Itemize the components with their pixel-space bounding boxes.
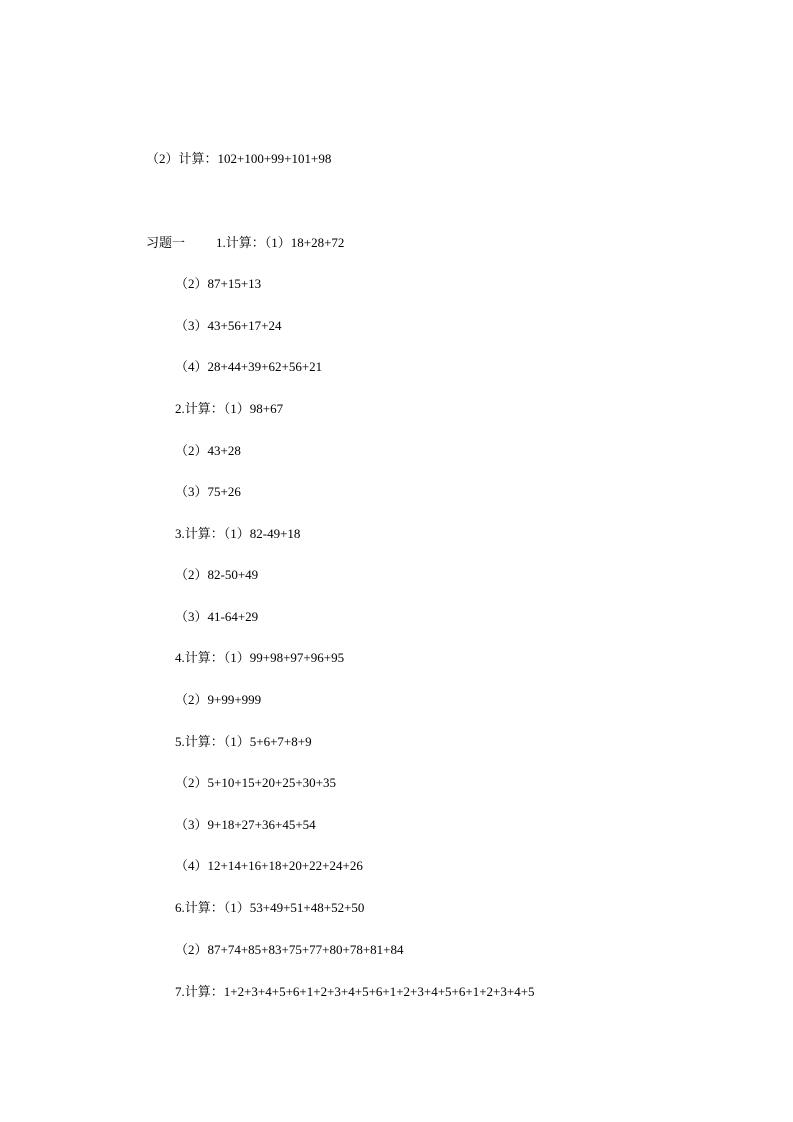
- problem-1-part-4: （4）28+44+39+62+56+21: [175, 359, 323, 374]
- problem-2-part-1: 2.计算：（1）98+67: [175, 401, 284, 416]
- problem-6-part-2: （2）87+74+85+83+75+77+80+78+81+84: [175, 942, 404, 957]
- problem-7: 7.计算：1+2+3+4+5+6+1+2+3+4+5+6+1+2+3+4+5+6+1+2+3+4+5: [175, 984, 535, 999]
- problem-2-part-3: （3）75+26: [175, 484, 241, 499]
- problem-1-part-2: （2）87+15+13: [175, 276, 262, 291]
- problem-1-part-3: （3）43+56+17+24: [175, 318, 282, 333]
- problem-2-part-2: （2）43+28: [175, 443, 241, 458]
- problem-4-part-2: （2）9+99+999: [175, 692, 262, 707]
- problem-4-part-1: 4.计算：（1）99+98+97+96+95: [175, 650, 345, 665]
- problem-6-part-1: 6.计算：（1）53+49+51+48+52+50: [175, 900, 365, 915]
- problem-5-part-4: （4）12+14+16+18+20+22+24+26: [175, 858, 363, 873]
- intro-problem: （2）计算：102+100+99+101+98: [146, 151, 332, 166]
- problem-1-part-1: 1.计算：（1）18+28+72: [216, 235, 345, 250]
- problem-3-part-1: 3.计算：（1）82-49+18: [175, 526, 301, 541]
- exercise-heading: 习题一: [146, 235, 186, 250]
- problem-5-part-1: 5.计算：（1）5+6+7+8+9: [175, 734, 312, 749]
- problem-3-part-3: （3）41-64+29: [175, 609, 259, 624]
- problem-5-part-3: （3）9+18+27+36+45+54: [175, 817, 316, 832]
- problem-3-part-2: （2）82-50+49: [175, 567, 259, 582]
- problem-5-part-2: （2）5+10+15+20+25+30+35: [175, 775, 336, 790]
